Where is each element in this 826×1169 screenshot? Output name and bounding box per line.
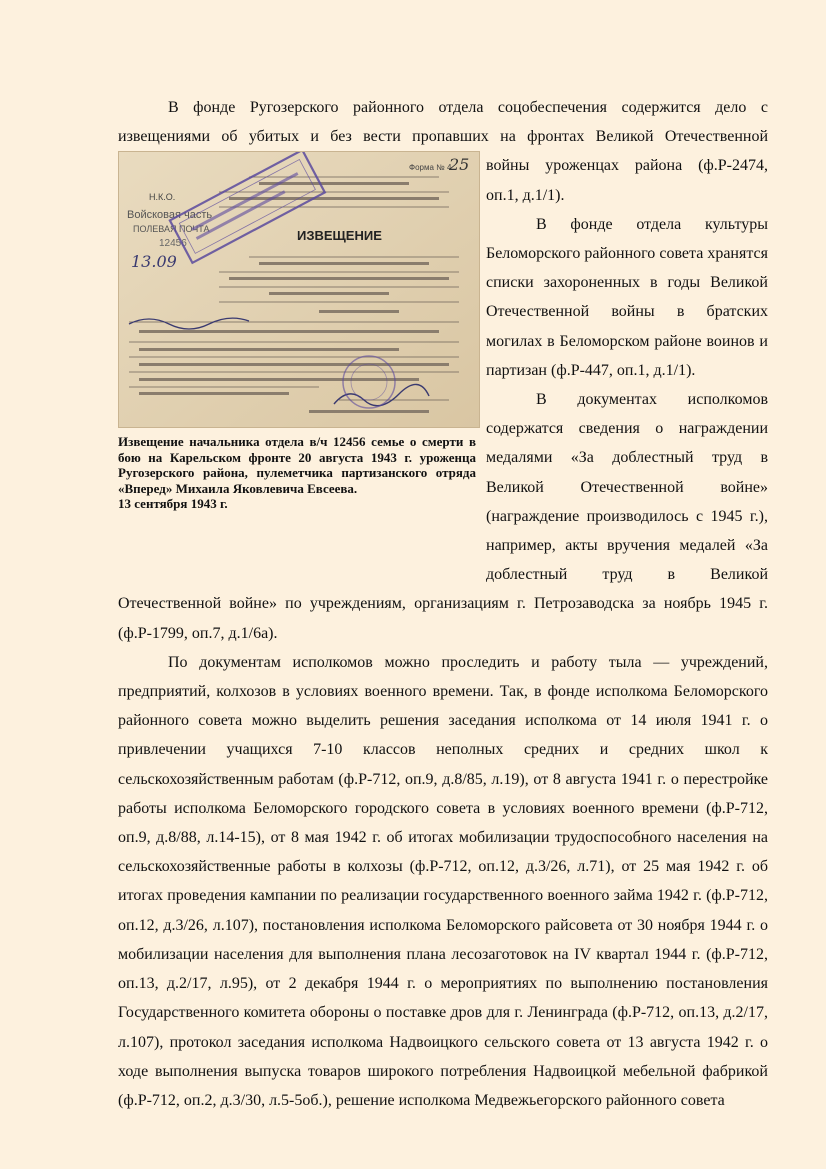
paragraph-1: В фонде Ругозерского районного отдела соцобеспечения содержится дело с извещениями об убитых и без вести пропавших на фронтах Великой Отечественной	[118, 99, 768, 146]
doc-form: Форма № 4	[409, 163, 452, 173]
doc-org: Н.К.О.	[149, 192, 176, 203]
doc-unit: Войсковая часть	[127, 209, 213, 222]
notice-scan-illustration	[119, 152, 479, 427]
figure-caption	[118, 434, 480, 511]
paragraph-4: По документам исполкомов можно проследить и работу тыла — учреждений, предприятий, колхозов в условиях военного времени. Так, в фонде исполкома Беломорского районного совета можно выделить решения заседания исполкома от 14 июля 1941 г. о привлечении учащихся 7-10 классов неполных средних и средних школ к сельскохозяйственным работам (ф.Р-712, оп.9, д.8/85, л.19), от 8 августа 1941 г. о перестройке работы исполкома Беломорского городского совета в условиях военного времени (ф.Р-712, оп.9, д.8/88, л.14-15), от 8 мая 1942 г. об итогах мобилизации трудоспособного населения на сельскохозяйственные работы в колхозы (ф.Р-712, оп.12, д.3/26, л.71), от 25 мая 1942 г. об итогах проведения кампании по реализации государственного военного займа 1942 г. (ф.Р-712, оп.12, д.3/26, л.107), постановления исполкома Беломорского райсовета от 30 ноября 1944 г. о мобилизации населения для выполнения плана лесозаготовок на IV квартал 1944 г. (ф.Р-712, оп.13, д.2/17, л.95), от 2 декабря 1944 г. о мероприятиях по выполнению постановления Государственного комитета обороны о поставке дров для г. Ленинграда (ф.Р-712, оп.13, д.2/17, л.107), протокол заседания исполкома Надвоицкого сельского совета от 13 августа 1942 г. о ходе выполнения выпуска товаров широкого потребления Надвоицкой мебельной фабрикой (ф.Р-712, оп.2, д.3/30, л.5-5об.), решение исполкома Медвежьегорского районного совета	[118, 653, 768, 1109]
paragraph-2: В фонде отдела культуры Беломорского районного совета хранятся списки захороненных в годы Великой Отечественной войны в братских могилах в Беломорском районе воинов и партизан (ф.Р-447, оп.1, д.1/1).	[486, 215, 768, 379]
doc-hand-date: 13.09	[131, 252, 177, 272]
doc-title: ИЗВЕЩЕНИЕ	[297, 228, 382, 244]
paragraph-1-continued: войны уроженцах района (ф.Р-2474, оп.1, д.1/1).	[486, 157, 768, 204]
paragraph-3: В документах исполкомов содержатся сведения о награждении медалями «За доблестный труд в Великой Отечественной войне» (награждение производилось с 1945 г.), например, акты вручения медалей «За доблестный труд в Великой Отечественной войне» по учреждениям, организациям г. Петрозаводска за ноябрь 1945 г. (ф.Р-1799, оп.7, д.1/6а).	[118, 391, 768, 642]
archival-notice-image	[118, 151, 480, 428]
document-body	[118, 93, 768, 1115]
doc-hand-num: 25	[449, 155, 470, 175]
doc-number: 12456	[159, 238, 187, 250]
caption-text: Извещение начальника отдела в/ч 12456 семье о смерти в бою на Карельском фронте 20 августа 1943 г. уроженца Ругозерского района, пулеметчика партизанского отряда «Вперед» Михаила Яковлевича Евсеева.	[118, 434, 476, 496]
caption-date: 13 сентября 1943 г.	[118, 496, 228, 512]
figure	[118, 151, 480, 569]
doc-post: ПОЛЕВАЯ ПОЧТА	[133, 224, 210, 235]
